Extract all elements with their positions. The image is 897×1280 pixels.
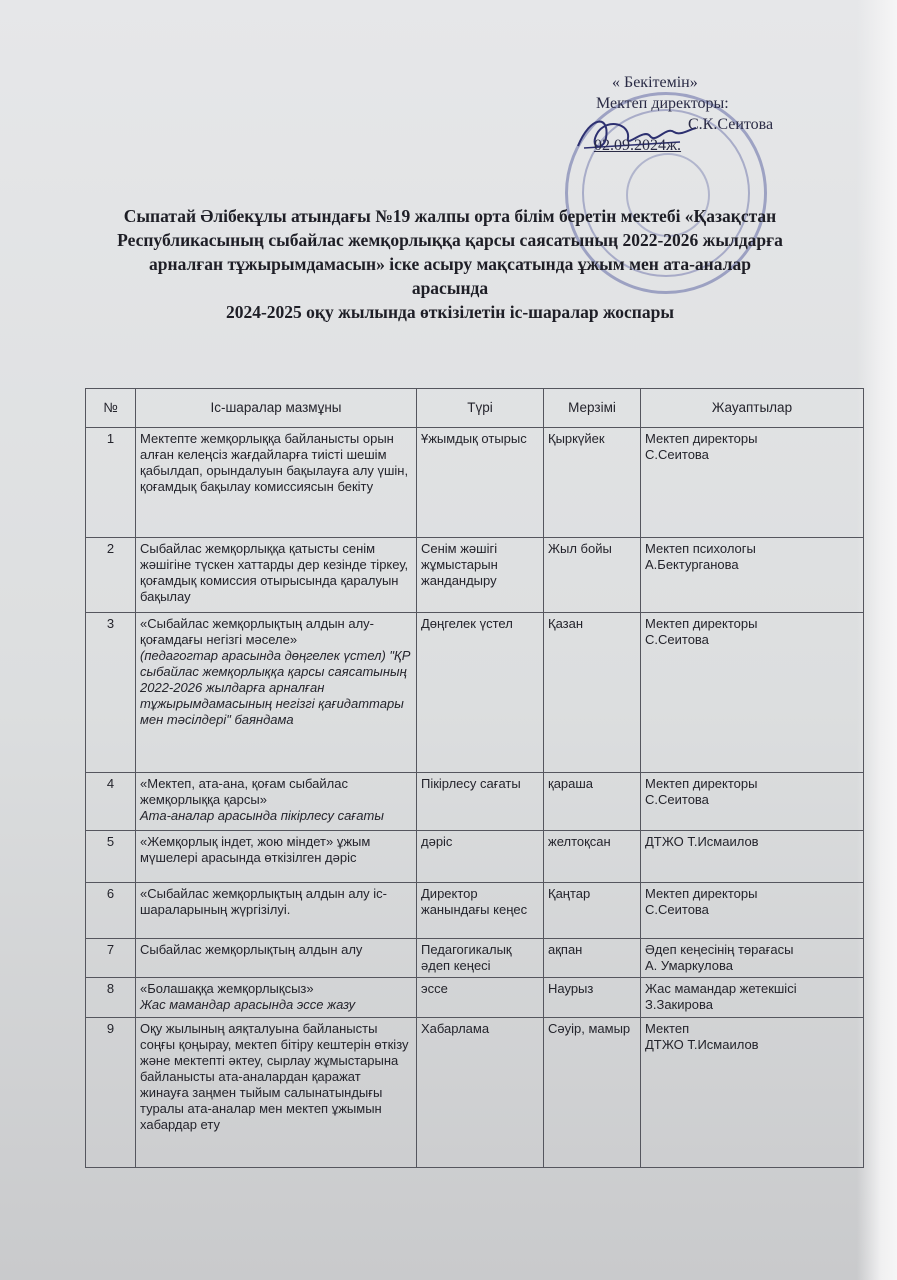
- heading-line-5: 2024-2025 оқу жылында өткізілетін іс-шаралар жоспары: [225, 302, 675, 322]
- row-responsible: [641, 613, 864, 773]
- row-type: Пікірлесу сағаты: [417, 773, 544, 831]
- approval-title: « Бекітемін»: [612, 74, 698, 91]
- row-content: [136, 978, 417, 1018]
- content-note: Жас мамандар арасында эссе жазу: [140, 997, 356, 1012]
- approval-name: С.К.Сеитова: [688, 116, 774, 133]
- responsible-position: Мектеп: [645, 1021, 690, 1036]
- approval-date: 02.09.2024ж.: [594, 137, 682, 154]
- responsible-position: Мектеп директоры: [645, 431, 758, 446]
- row-term: желтоқсан: [544, 831, 641, 883]
- responsible-name: С.Сеитова: [645, 447, 709, 462]
- responsible-name: С.Сеитова: [645, 632, 709, 647]
- row-num: 3: [86, 613, 136, 773]
- content-note: Ата-аналар арасында пікірлесу сағаты: [140, 808, 384, 823]
- row-num: 7: [86, 939, 136, 978]
- table-row: [86, 538, 864, 613]
- row-responsible: [641, 939, 864, 978]
- row-term: Наурыз: [544, 978, 641, 1018]
- row-num: 9: [86, 1018, 136, 1168]
- responsible-position: Мектеп директоры: [645, 616, 758, 631]
- row-num: 2: [86, 538, 136, 613]
- table-row: [86, 883, 864, 939]
- header-type: Түрі: [417, 389, 544, 428]
- responsible-name: А.Бектурганова: [645, 557, 739, 572]
- row-num: 8: [86, 978, 136, 1018]
- responsible-name: С.Сеитова: [645, 792, 709, 807]
- row-responsible: [641, 883, 864, 939]
- row-term: Қаңтар: [544, 883, 641, 939]
- row-responsible: [641, 773, 864, 831]
- row-num: 5: [86, 831, 136, 883]
- row-type: Ұжымдық отырыс: [417, 428, 544, 538]
- responsible-name: ДТЖО Т.Исмаилов: [645, 1037, 759, 1052]
- row-type: Хабарлама: [417, 1018, 544, 1168]
- row-content: Оқу жылының аяқталуына байланысты соңғы қоңырау, мектеп бітіру кештерін өткізу және мектепті әктеу, сырлау жұмыстарына байланысты ата-аналардан қаражат жинауға заңмен тыйым салынатындығы туралы ата-аналар мен мектеп ұжымын хабардар ету: [136, 1018, 417, 1168]
- row-term: ақпан: [544, 939, 641, 978]
- row-responsible: [641, 428, 864, 538]
- row-num: 1: [86, 428, 136, 538]
- row-content: «Сыбайлас жемқорлықтың алдын алу іс-шараларының жүргізілуі.: [136, 883, 417, 939]
- row-type: Педагогикалық әдеп кеңесі: [417, 939, 544, 978]
- header-num: №: [86, 389, 136, 428]
- row-term: Қыркүйек: [544, 428, 641, 538]
- row-content: [136, 773, 417, 831]
- row-num: 4: [86, 773, 136, 831]
- table-header-row: [86, 389, 864, 428]
- table-row: [86, 939, 864, 978]
- row-term: қараша: [544, 773, 641, 831]
- heading-line-4: арасында: [411, 278, 489, 298]
- responsible-position: Әдеп кеңесінің төрағасы: [645, 942, 794, 957]
- row-responsible: [641, 831, 864, 883]
- header-content: Іс-шаралар мазмұны: [136, 389, 417, 428]
- responsible-position: Мектеп директоры: [645, 886, 758, 901]
- row-type: Директор жанындағы кеңес: [417, 883, 544, 939]
- row-term: Жыл бойы: [544, 538, 641, 613]
- row-type: дәріс: [417, 831, 544, 883]
- row-type: Дөңгелек үстел: [417, 613, 544, 773]
- row-type: эссе: [417, 978, 544, 1018]
- table-row: [86, 978, 864, 1018]
- table-row: [86, 831, 864, 883]
- row-responsible: [641, 538, 864, 613]
- content-note: (педагогтар арасында дөңгелек үстел) "ҚР сыбайлас жемқорлыққа қарсы саясатының 2022-2026 жылдарға арналған тұжырымдамасының негізгі қағидаттары мен тәсілдері" баяндама: [140, 648, 411, 727]
- heading-line-2: Республикасының сыбайлас жемқорлыққа қарсы саясатының 2022-2026 жылдарға: [117, 230, 783, 250]
- events-table: [85, 388, 864, 1168]
- approval-block: [560, 72, 860, 156]
- row-content: [136, 613, 417, 773]
- table-row: [86, 1018, 864, 1168]
- row-responsible: [641, 1018, 864, 1168]
- header-term: Мерзімі: [544, 389, 641, 428]
- table-row: [86, 428, 864, 538]
- row-content: «Жемқорлық індет, жою міндет» ұжым мүшелері арасында өткізілген дәріс: [136, 831, 417, 883]
- content-main: «Сыбайлас жемқорлықтың алдын алу-қоғамдағы негізгі мәселе»: [140, 616, 374, 647]
- content-main: «Болашаққа жемқорлықсыз»: [140, 981, 314, 996]
- document-heading: [90, 204, 810, 324]
- responsible-position: Мектеп психологы: [645, 541, 756, 556]
- row-term: Сәуір, мамыр: [544, 1018, 641, 1168]
- header-responsible: Жауаптылар: [641, 389, 864, 428]
- heading-line-3: арналған тұжырымдамасын» іске асыру мақсатында ұжым мен ата-аналар: [149, 254, 751, 274]
- table-row: [86, 773, 864, 831]
- responsible-name: З.Закирова: [645, 997, 713, 1012]
- responsible-name: А. Умаркулова: [645, 958, 733, 973]
- heading-line-1: Сыпатай Әлібекұлы атындағы №19 жалпы орта білім беретін мектебі «Қазақстан: [123, 206, 777, 226]
- content-main: «Мектеп, ата-ана, қоғам сыбайлас жемқорлыққа қарсы»: [140, 776, 348, 807]
- row-num: 6: [86, 883, 136, 939]
- responsible-position: Жас мамандар жетекшісі: [645, 981, 797, 996]
- responsible-position: Мектеп директоры: [645, 776, 758, 791]
- row-responsible: [641, 978, 864, 1018]
- row-content: Сыбайлас жемқорлыққа қатысты сенім жәшігіне түскен хаттарды дер кезінде тіркеу, қоғамдық комиссия отырысында қаралуын бақылау: [136, 538, 417, 613]
- row-type: Сенім жәшігі жұмыстарын жандандыру: [417, 538, 544, 613]
- approval-position: Мектеп директоры:: [596, 95, 729, 112]
- row-term: Қазан: [544, 613, 641, 773]
- table-row: [86, 613, 864, 773]
- responsible-name: С.Сеитова: [645, 902, 709, 917]
- row-content: Сыбайлас жемқорлықтың алдын алу: [136, 939, 417, 978]
- responsible-position: ДТЖО Т.Исмаилов: [645, 834, 759, 849]
- row-content: Мектепте жемқорлыққа байланысты орын алған келеңсіз жағдайларға тиісті шешім қабылдап, орындалуын бақылауға алу үшін, қоғамдық бақылау комиссиясын бекіту: [136, 428, 417, 538]
